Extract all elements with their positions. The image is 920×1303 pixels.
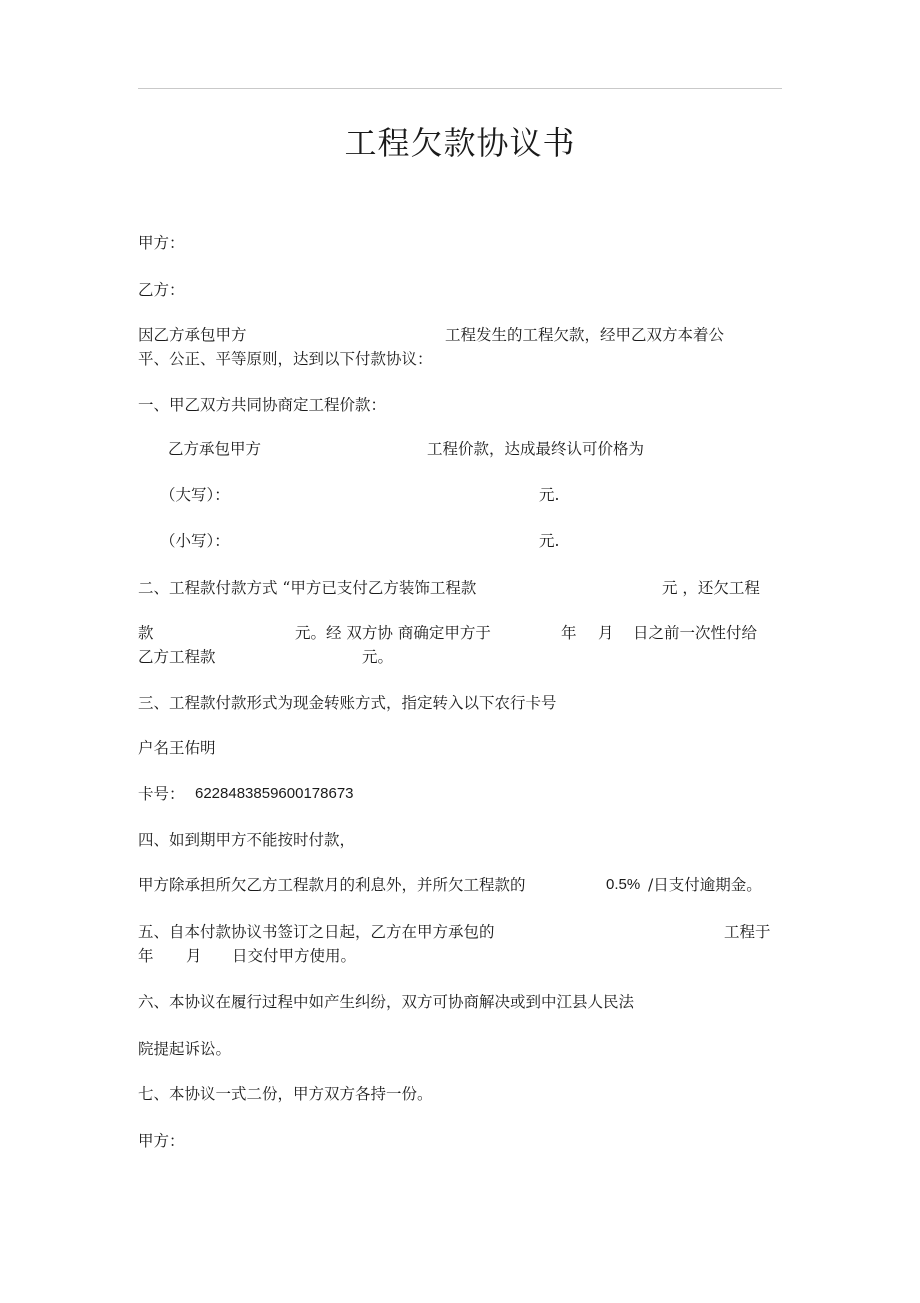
section5-year: 年 <box>138 947 154 965</box>
section6-line1: 六、本协议在履行过程中如产生纠纷，双方可协商解决或到中江县人民法 <box>138 993 635 1011</box>
section6-line2: 院提起诉讼。 <box>138 1040 232 1058</box>
section2-line3-part2: 元。 <box>362 648 394 666</box>
penalty-rate: 0.5% <box>606 876 641 893</box>
section2-line3-part1: 乙方工程款 <box>138 648 216 666</box>
section2-month: 月 <box>598 624 614 642</box>
card-label: 卡号： <box>138 785 185 803</box>
section1-heading: 一、甲乙双方共同协商定工程价款： <box>138 396 387 414</box>
section1-detail-part1: 乙方承包甲方 <box>168 440 262 458</box>
xiaoxie-label: （小写）： <box>160 532 230 550</box>
party-a-label: 甲方： <box>138 234 185 252</box>
section2-year: 年 <box>561 624 577 642</box>
daxie-label: （大写）： <box>160 486 230 504</box>
daxie-unit: 元. <box>539 486 560 504</box>
intro-part2: 工程发生的工程欠款，经甲乙双方本着公 <box>445 326 725 344</box>
signature-party-a: 甲方： <box>138 1132 185 1150</box>
section5-day: 日交付甲方使用。 <box>232 947 357 965</box>
section3-heading: 三、工程款付款形式为现金转账方式，指定转入以下农行卡号 <box>138 694 557 712</box>
intro-part1: 因乙方承包甲方 <box>138 326 247 344</box>
section2-line1-part2: 元 ，还欠工程 <box>662 579 760 597</box>
section2-day: 日之前一次性付给 <box>633 624 758 642</box>
header-rule <box>138 88 782 89</box>
document-title: 工程欠款协议书 <box>344 124 576 162</box>
section5-line1-part1: 五、自本付款协议书签订之日起，乙方在甲方承包的 <box>138 923 495 941</box>
section5-month: 月 <box>186 947 202 965</box>
section2-line1-part1: 二、工程款付款方式 “甲方已支付乙方装饰工程款 <box>138 579 477 597</box>
account-name: 户名王佑明 <box>138 739 216 757</box>
card-number: 6228483859600178673 <box>195 785 354 802</box>
section4-heading: 四、如到期甲方不能按时付款， <box>138 831 356 849</box>
section4-detail-part1: 甲方除承担所欠乙方工程款月的利息外，并所欠工程款的 <box>138 876 526 894</box>
section4-detail-part2: /日支付逾期金。 <box>648 876 762 894</box>
section2-line2-part2: 元。经 双方协 商确定甲方于 <box>295 624 491 642</box>
section2-line2-part1: 款 <box>138 624 154 642</box>
section5-line1-part2: 工程于 <box>724 923 771 941</box>
party-b-label: 乙方： <box>138 281 185 299</box>
intro-line2: 平、公正、平等原则，达到以下付款协议： <box>138 350 433 368</box>
section1-detail-part2: 工程价款，达成最终认可价格为 <box>427 440 645 458</box>
xiaoxie-unit: 元. <box>539 532 560 550</box>
section7-line1: 七、本协议一式二份，甲方双方各持一份。 <box>138 1085 433 1103</box>
